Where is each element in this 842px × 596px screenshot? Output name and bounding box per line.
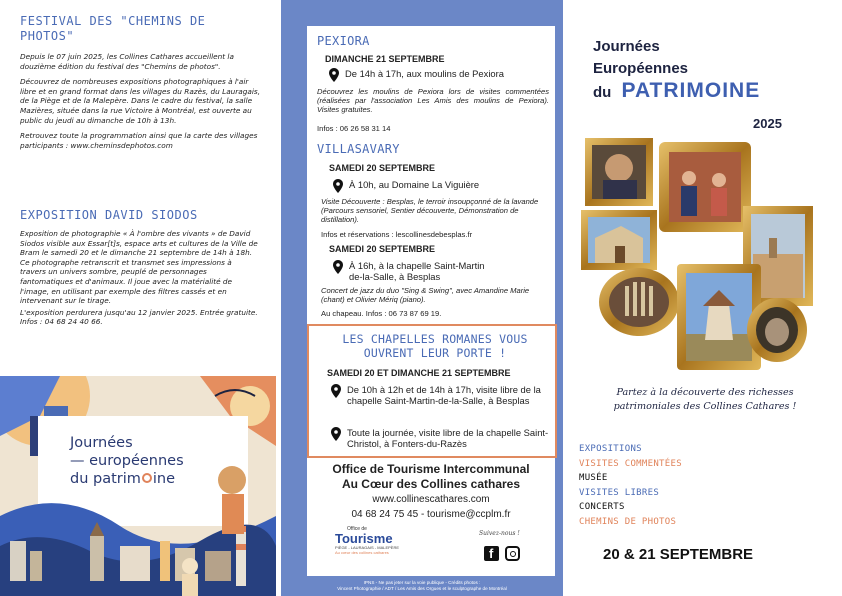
villasavary-place-2-line1: À 16h, à la chapelle Saint-Martin: [349, 260, 485, 271]
follow-us-label: Suivez-nous !: [479, 530, 520, 537]
siodos-body: [20, 229, 260, 327]
villasavary-place-1: [333, 179, 543, 193]
tourism-office-logo: [335, 526, 425, 566]
festival-paragraph: Découvrez de nombreuses expositions photographiques à l'air libre et en grand format dans les villages du Razès, du Lauragais, de la Piège et de la Malepère. Dans le cadre du festival, la salle Mazières, située dans la rue Victoire à Montréal, est ouverte au public du jeudi au dimanche de 10h à 13h.: [20, 77, 261, 125]
villasavary-place-2: [333, 260, 543, 282]
framed-photo-collage: [581, 134, 813, 374]
jep-poster-illustration: [0, 376, 276, 596]
office-website[interactable]: www.collinescathares.com: [372, 494, 490, 505]
villasavary-desc-1: Visite Découverte : Besplas, le terroir insoupçonné de la lavande (Parcours sensoriel, Sentier découverte, Démonstration de distillation).: [321, 197, 539, 225]
chapelles-title-line2: OUVRENT LEUR PORTE !: [363, 346, 507, 360]
frame-windmill: [677, 264, 761, 370]
location-pin-icon: [333, 260, 343, 274]
keyword-item: EXPOSITIONS: [579, 444, 642, 454]
pexiora-title: PEXIORA: [317, 34, 370, 48]
cover-title-line2: Européennes: [593, 60, 689, 77]
villasavary-desc-2: Concert de jazz du duo "Sing & Swing", avec Amandine Marie (chant) et Olivier Mériq (piano).: [321, 286, 530, 305]
footer-line2: Vincent Photographie / ADT / Les Amis des Orgues et le sculptographe de Montréal: [337, 586, 507, 591]
location-pin-icon: [331, 384, 341, 398]
location-pin-icon: [331, 427, 341, 441]
poster-title-line2: — européennes: [70, 453, 184, 469]
keyword-list: [579, 442, 779, 530]
program-card: [307, 26, 555, 576]
cover-title: [593, 36, 803, 104]
festival-section: [20, 14, 260, 152]
cover-tagline-line2: patrimoniales des Collines Cathares !: [613, 401, 797, 412]
villasavary-date-1: SAMEDI 20 SEPTEMBRE: [329, 163, 436, 173]
siodos-title: EXPOSITION DAVID SIODOS: [20, 208, 198, 222]
villasavary-info-1: Infos et réservations : lescollinesdebesplas.fr: [321, 230, 473, 239]
logo-sub-1: PIÈGE - LAURAGAIS - MALEPÈRE: [335, 545, 400, 550]
villasavary-date-2: SAMEDI 20 SEPTEMBRE: [329, 244, 436, 254]
pexiora-date: DIMANCHE 21 SEPTEMBRE: [325, 54, 445, 64]
chapelles-item-1-text: De 10h à 12h et de 14h à 17h, visite libre de la chapelle Saint-Martin-de-la-Salle, à Besplas: [347, 384, 541, 406]
siodos-paragraph: Exposition de photographie « À l'ombre des vivants » de David Siodos visible aux Essar[t]s, espace arts et cultures de la Ville de Bram le samedi 20 et le dimanche 21 septembre de 14h à 18h. Ce photographe retranscrit et transmet ses impressions à travers un univers sombre, peuplé de personnages fantomatiques et d'animaux. Il joue avec la matérialité de l'image, en utilisant par exemple des filtres cassés et en intervenant sur le tirage.: [20, 229, 258, 306]
frame-chapel: [581, 210, 657, 270]
festival-paragraph: Retrouvez toute la programmation ainsi que la carte des villages participants : www.cheminsdephotos.com: [20, 131, 258, 150]
pexiora-place-text: De 14h à 17h, aux moulins de Pexiora: [345, 68, 504, 79]
logo-small-text: Office de: [347, 526, 367, 532]
office-name-line1: Office de Tourisme Intercommunal: [332, 462, 530, 476]
keyword-item: VISITES COMMENTÉES: [579, 458, 682, 469]
frame-portrait: [585, 138, 653, 206]
cover-tagline: [589, 386, 821, 414]
instagram-lens: [510, 551, 516, 557]
siodos-paragraph: L'exposition perdurera jusqu'au 12 janvier 2025. Entrée gratuite. Infos : 04 68 24 40 66.: [20, 307, 258, 327]
left-panel: [0, 0, 281, 596]
chapelles-title-line1: LES CHAPELLES ROMANES VOUS: [342, 332, 528, 346]
villasavary-place-2-text: [349, 260, 485, 282]
cover-tagline-line1: Partez à la découverte des richesses: [616, 387, 794, 398]
villasavary-info-2: Au chapeau. Infos : 06 73 87 69 19.: [321, 309, 442, 318]
villasavary-place-1-text: À 10h, au Domaine La Viguière: [349, 179, 480, 190]
frame-organ: [599, 268, 679, 336]
keyword-item: VISITES LIBRES: [579, 487, 660, 498]
poster-title-line3: [70, 470, 184, 488]
festival-body: [20, 52, 260, 150]
right-panel: [563, 0, 842, 596]
keyword-item: CONCERTS: [579, 502, 625, 513]
keyword-item: MUSÉE: [579, 473, 608, 484]
cover-dates: 20 & 21 SEPTEMBRE: [603, 546, 754, 563]
poster-title-line3-start: du patrim: [70, 471, 141, 487]
poster-title: [70, 434, 184, 488]
festival-paragraph: Depuis le 07 juin 2025, les Collines Cathares accueillent la douzième édition du festival des "Chemins de photos".: [20, 52, 234, 71]
location-pin-icon: [329, 68, 339, 82]
office-name-line2: Au Cœur des Collines cathares: [341, 477, 521, 491]
chapelles-item-1: [331, 384, 549, 406]
chapelles-item-2: [331, 427, 549, 449]
logo-big-text: Tourisme: [335, 531, 393, 546]
cover-title-line1: Journées: [593, 38, 660, 55]
pexiora-info: Infos : 06 26 58 31 14: [317, 124, 391, 133]
cover-title-patrimoine: PATRIMOINE: [621, 79, 761, 102]
chapelles-title: [317, 332, 553, 360]
poster-title-line1: Journées: [70, 435, 133, 451]
middle-panel: [281, 0, 563, 596]
location-pin-icon: [333, 179, 343, 193]
instagram-icon[interactable]: [505, 546, 520, 561]
siodos-section: [20, 208, 260, 329]
frame-people: [659, 142, 751, 232]
villasavary-title: VILLASAVARY: [317, 142, 400, 156]
chapelles-date: SAMEDI 20 ET DIMANCHE 21 SEPTEMBRE: [327, 368, 511, 378]
poster-o-icon: [142, 473, 152, 483]
office-contact[interactable]: 04 68 24 75 45 - tourisme@ccplm.fr: [351, 509, 511, 520]
frame-shell: [747, 298, 807, 362]
chapelles-highlight-box: [307, 324, 557, 458]
festival-title: FESTIVAL DES "CHEMINS DE PHOTOS": [20, 14, 206, 43]
facebook-f-glyph: f: [489, 546, 494, 561]
footer-line1: IPNS - Ne pas jeter sur la voie publique - Crédits photos :: [363, 580, 481, 585]
pexiora-place: [329, 68, 549, 82]
cover-title-line3: [593, 80, 803, 104]
facebook-icon[interactable]: [484, 546, 499, 561]
chapelles-item-2-text: Toute la journée, visite libre de la chapelle Saint-Christol, à Fonters-du-Razès: [347, 427, 549, 449]
middle-footer-credits: [281, 580, 563, 592]
keyword-item: CHEMINS DE PHOTOS: [579, 516, 677, 527]
tourism-office-block: [307, 462, 555, 522]
pexiora-desc: Découvrez les moulins de Pexiora lors de visites commentées (réalisées par l'association Les Amis des moulins de Pexiora). Visites gratuites.: [317, 87, 549, 115]
poster-title-line3-end: ine: [152, 471, 176, 487]
cover-year: 2025: [753, 116, 782, 131]
cover-title-du: du: [593, 84, 612, 101]
villasavary-place-2-line2: de-la-Salle, à Besplas: [349, 271, 441, 282]
logo-sub-2: Au cœur des collines cathares: [335, 550, 389, 555]
